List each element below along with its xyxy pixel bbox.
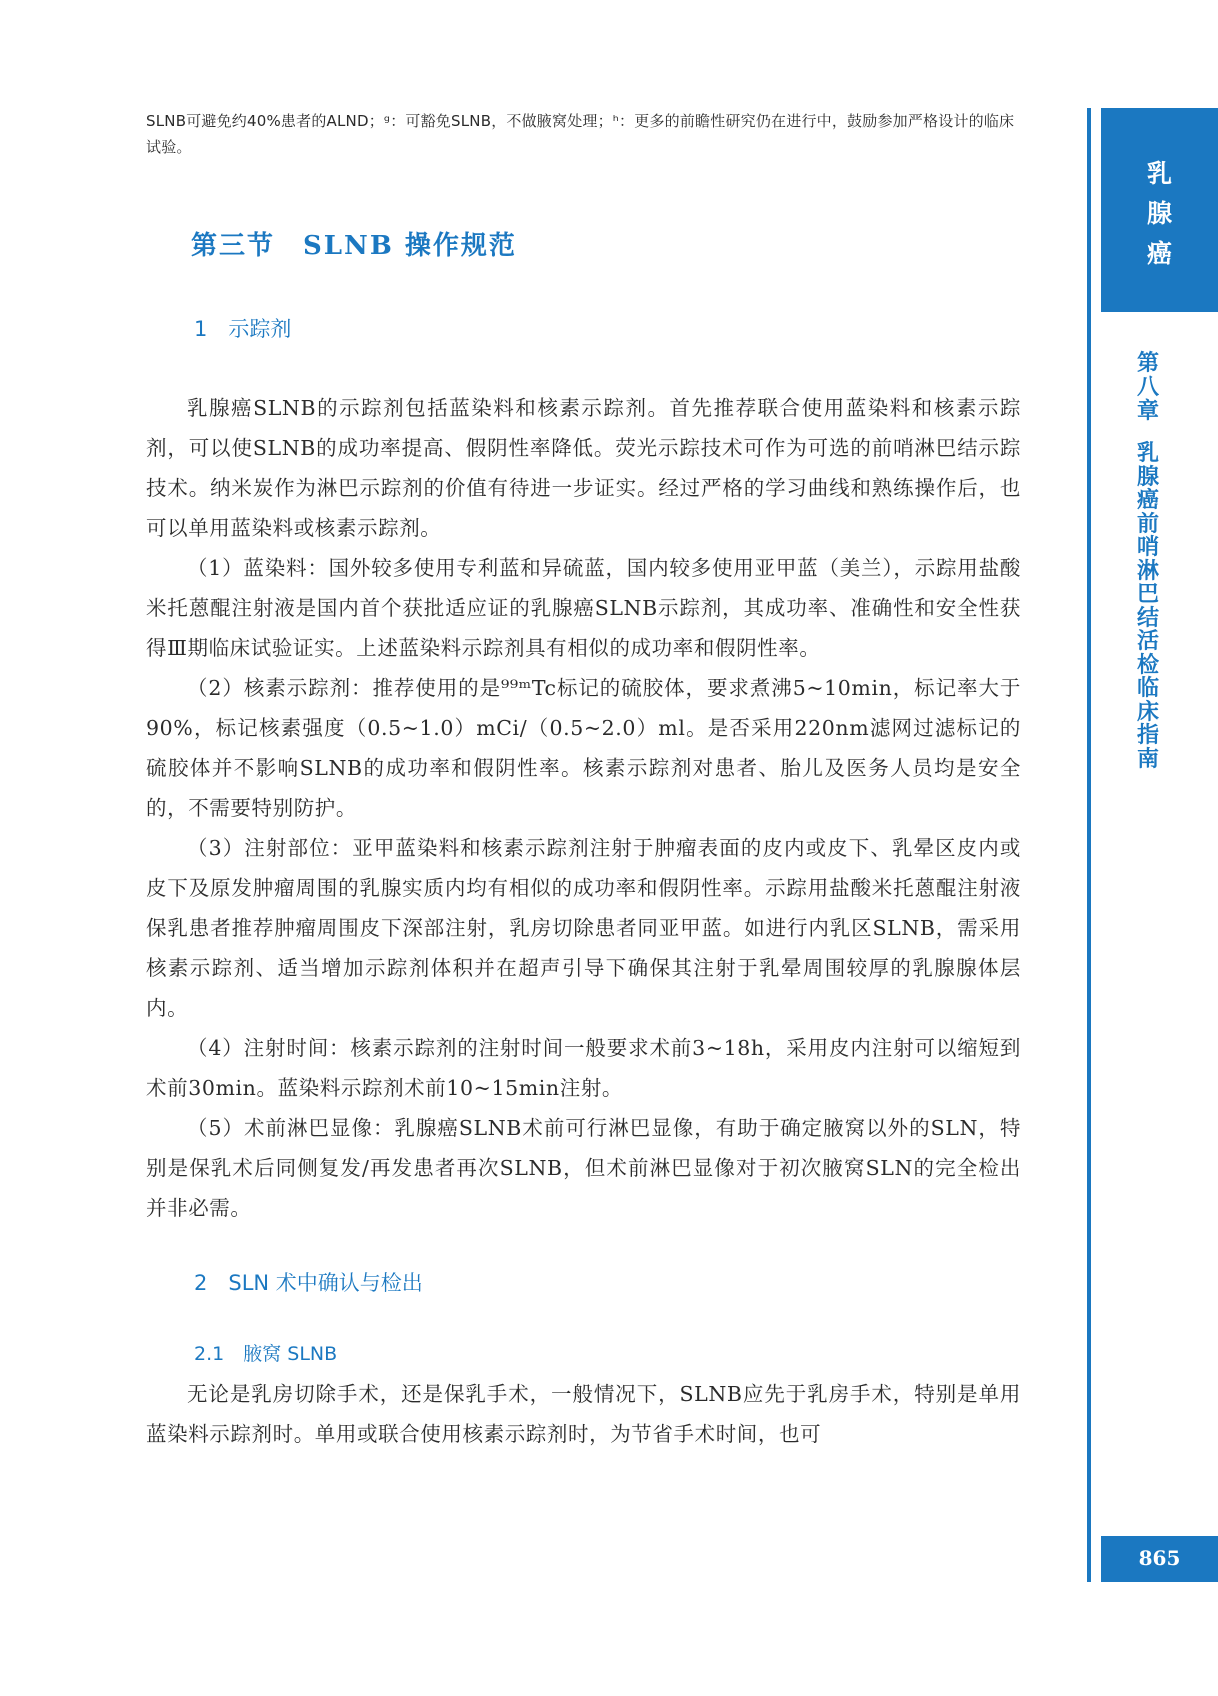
chapter-tab [1101, 108, 1218, 312]
chapter-title-vertical: 乳 腺 癌 前 哨 淋 巴 结 活 检 临 床 指 南 [1136, 441, 1159, 772]
paragraph-radionuclide: （2）核素示踪剂：推荐使用的是⁹⁹ᵐTc标记的硫胶体，要求煮沸5~10min，标记率大于90%，标记核素强度（0.5~1.0）mCi/（0.5~2.0）ml。是否采用220nm滤网过滤标记的硫胶体并不影响SLNB的成功率和假阴性率。核素示踪剂对患者、胎儿及医务人员均是安全的，不需要特别防护。 [146, 676, 1021, 820]
subsection-heading-tracers: 1 示踪剂 [194, 317, 292, 341]
page-number: 865 [1138, 1546, 1181, 1570]
paragraph-injection-site: （3）注射部位：亚甲蓝染料和核素示踪剂注射于肿瘤表面的皮内或皮下、乳晕区皮内或皮下及原发肿瘤周围的乳腺实质内均有相似的成功率和假阴性率。示踪用盐酸米托蒽醌注射液保乳患者推荐肿瘤周围皮下深部注射，乳房切除患者同亚甲蓝。如进行内乳区SLNB，需采用核素示踪剂、适当增加示踪剂体积并在超声引导下确保其注射于乳晕周围较厚的乳腺腺体层内。 [146, 836, 1021, 1020]
paragraph-injection-time: （4）注射时间：核素示踪剂的注射时间一般要求术前3~18h，采用皮内注射可以缩短到术前30min。蓝染料示踪剂术前10~15min注射。 [146, 1036, 1021, 1100]
paragraph-axillary-slnb: 无论是乳房切除手术，还是保乳手术，一般情况下，SLNB应先于乳房手术，特别是单用蓝染料示踪剂时。单用或联合使用核素示踪剂时，为节省手术时间，也可 [146, 1382, 1021, 1446]
main-content [146, 108, 1021, 1454]
chapter-number-vertical: 第 八 章 [1136, 351, 1159, 424]
paragraph-lymphoscintigraphy: （5）术前淋巴显像：乳腺癌SLNB术前可行淋巴显像，有助于确定腋窝以外的SLN，特别是保乳术后同侧复发/再发患者再次SLNB，但术前淋巴显像对于初次腋窝SLN的完全检出并非必需。 [146, 1116, 1021, 1220]
page-number-box [1101, 1536, 1218, 1582]
paragraph-blue-dye: （1）蓝染料：国外较多使用专利蓝和异硫蓝，国内较多使用亚甲蓝（美兰），示踪用盐酸米托蒽醌注射液是国内首个获批适应证的乳腺癌SLNB示踪剂，其成功率、准确性和安全性获得Ⅲ期临床试验证实。上述蓝染料示踪剂具有相似的成功率和假阴性率。 [146, 556, 1021, 660]
subsubsection-heading-axillary: 2.1 腋窝 SLNB [194, 1343, 338, 1365]
section-title: 第三节 SLNB 操作规范 [191, 231, 517, 261]
paragraph-intro: 乳腺癌SLNB的示踪剂包括蓝染料和核素示踪剂。首先推荐联合使用蓝染料和核素示踪剂，可以使SLNB的成功率提高、假阴性率降低。荧光示踪技术可作为可选的前哨淋巴结示踪技术。纳米炭作为淋巴示踪剂的价值有待进一步证实。经过严格的学习曲线和熟练操作后，也可以单用蓝染料或核素示踪剂。 [146, 396, 1021, 540]
subsection-heading-sln-detection: 2 SLN 术中确认与检出 [194, 1271, 423, 1295]
chapter-tab-label: 乳 腺 癌 [1146, 159, 1172, 268]
sidebar-rule [1087, 108, 1091, 1582]
table-footnote: SLNB可避免约40%患者的ALND；ᵍ：可豁免SLNB，不做腋窝处理；ʰ：更多的前瞻性研究仍在进行中，鼓励参加严格设计的临床试验。 [146, 112, 1015, 156]
